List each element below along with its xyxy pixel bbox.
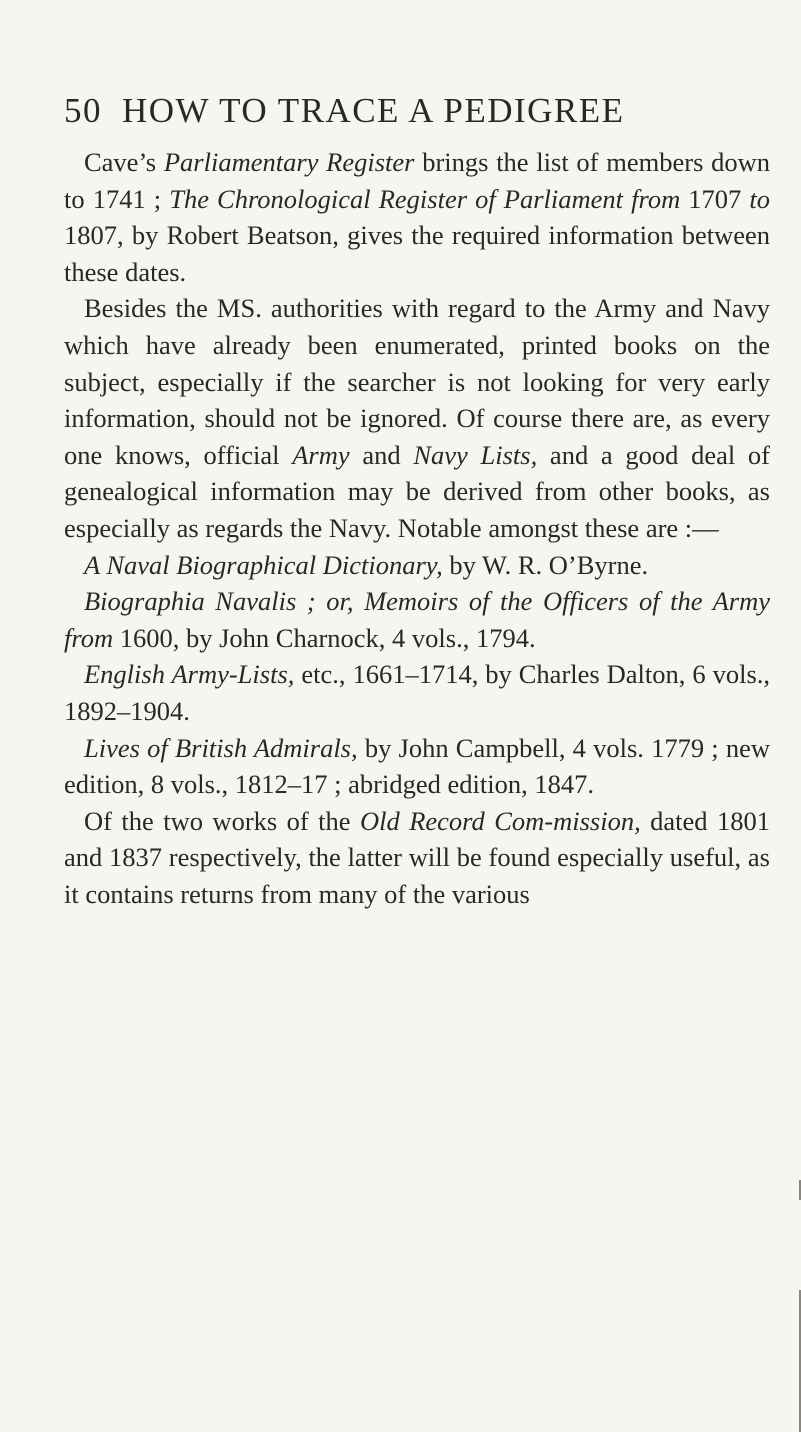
bibliography-entry-biographia-navalis <box>64 583 770 656</box>
book-title: English Army-Lists, <box>84 659 295 690</box>
paragraph-record-commission <box>64 803 770 913</box>
text-run: brings the list of members down to 1741 ; <box>64 147 770 214</box>
text-run <box>316 586 327 616</box>
bibliography-entry-naval-dictionary <box>64 547 770 584</box>
book-title: or, Memoirs of the Officers of the Army from <box>64 586 770 653</box>
bibliography-entry-british-admirals <box>64 730 770 803</box>
book-title: Parliamentary Register <box>163 147 415 177</box>
paragraph-parliamentary-registers <box>64 144 770 290</box>
text-run: and a good deal of genealogical information may be derived from other books, as especially as regards the Navy. Notable amongst these are :— <box>64 439 770 543</box>
book-title: Lives of British Admirals, <box>84 732 358 763</box>
book-title: Navy Lists, <box>413 439 538 470</box>
text-run: and <box>349 439 414 470</box>
book-title: Old Record Com-mission, <box>360 805 641 836</box>
book-title: Army <box>292 439 350 470</box>
running-header <box>64 86 770 136</box>
paragraph-army-navy-books <box>64 290 770 546</box>
text-run: by W. R. O’Byrne. <box>442 549 649 580</box>
book-title: to <box>749 183 770 214</box>
text-run: 1807, by Robert Beatson, gives the required information between these dates. <box>64 220 770 287</box>
page-content <box>64 86 771 909</box>
book-title: Biographia Navalis ; <box>84 586 316 617</box>
text-run: etc., 1661–1714, by Charles Dalton, 6 vols., 1892–1904. <box>64 659 771 726</box>
running-title: HOW TO TRACE A PEDIGREE <box>122 91 625 130</box>
text-run: Of the two works of the <box>84 805 361 836</box>
book-title: The Chronological Register of Parliament from <box>169 183 681 214</box>
bibliography-entry-army-lists <box>64 656 770 729</box>
text-run: 1600, by John Charnock, 4 vols., 1794. <box>113 622 536 653</box>
text-run: Cave’s <box>84 147 164 177</box>
text-run: by John Campbell, 4 vols. 1779 ; new edition, 8 vols., 1812–17 ; abridged edition, 1847. <box>64 732 770 800</box>
text-run: dated 1801 and 1837 respectively, the latter will be found especially useful, as it contains returns from many of the various <box>64 805 771 909</box>
text-run: 1707 <box>680 183 750 214</box>
text-run: Besides the MS. authorities with regard to the Army and Navy which have already been enumerated, printed books on the subject, especially if the searcher is not looking for very early information, should not be ignored. Of course there are, as every one knows, official <box>64 293 770 470</box>
page-number: 50 <box>64 91 102 130</box>
book-title: A Naval Biographical Dictionary, <box>84 549 443 580</box>
body-text <box>64 144 770 912</box>
